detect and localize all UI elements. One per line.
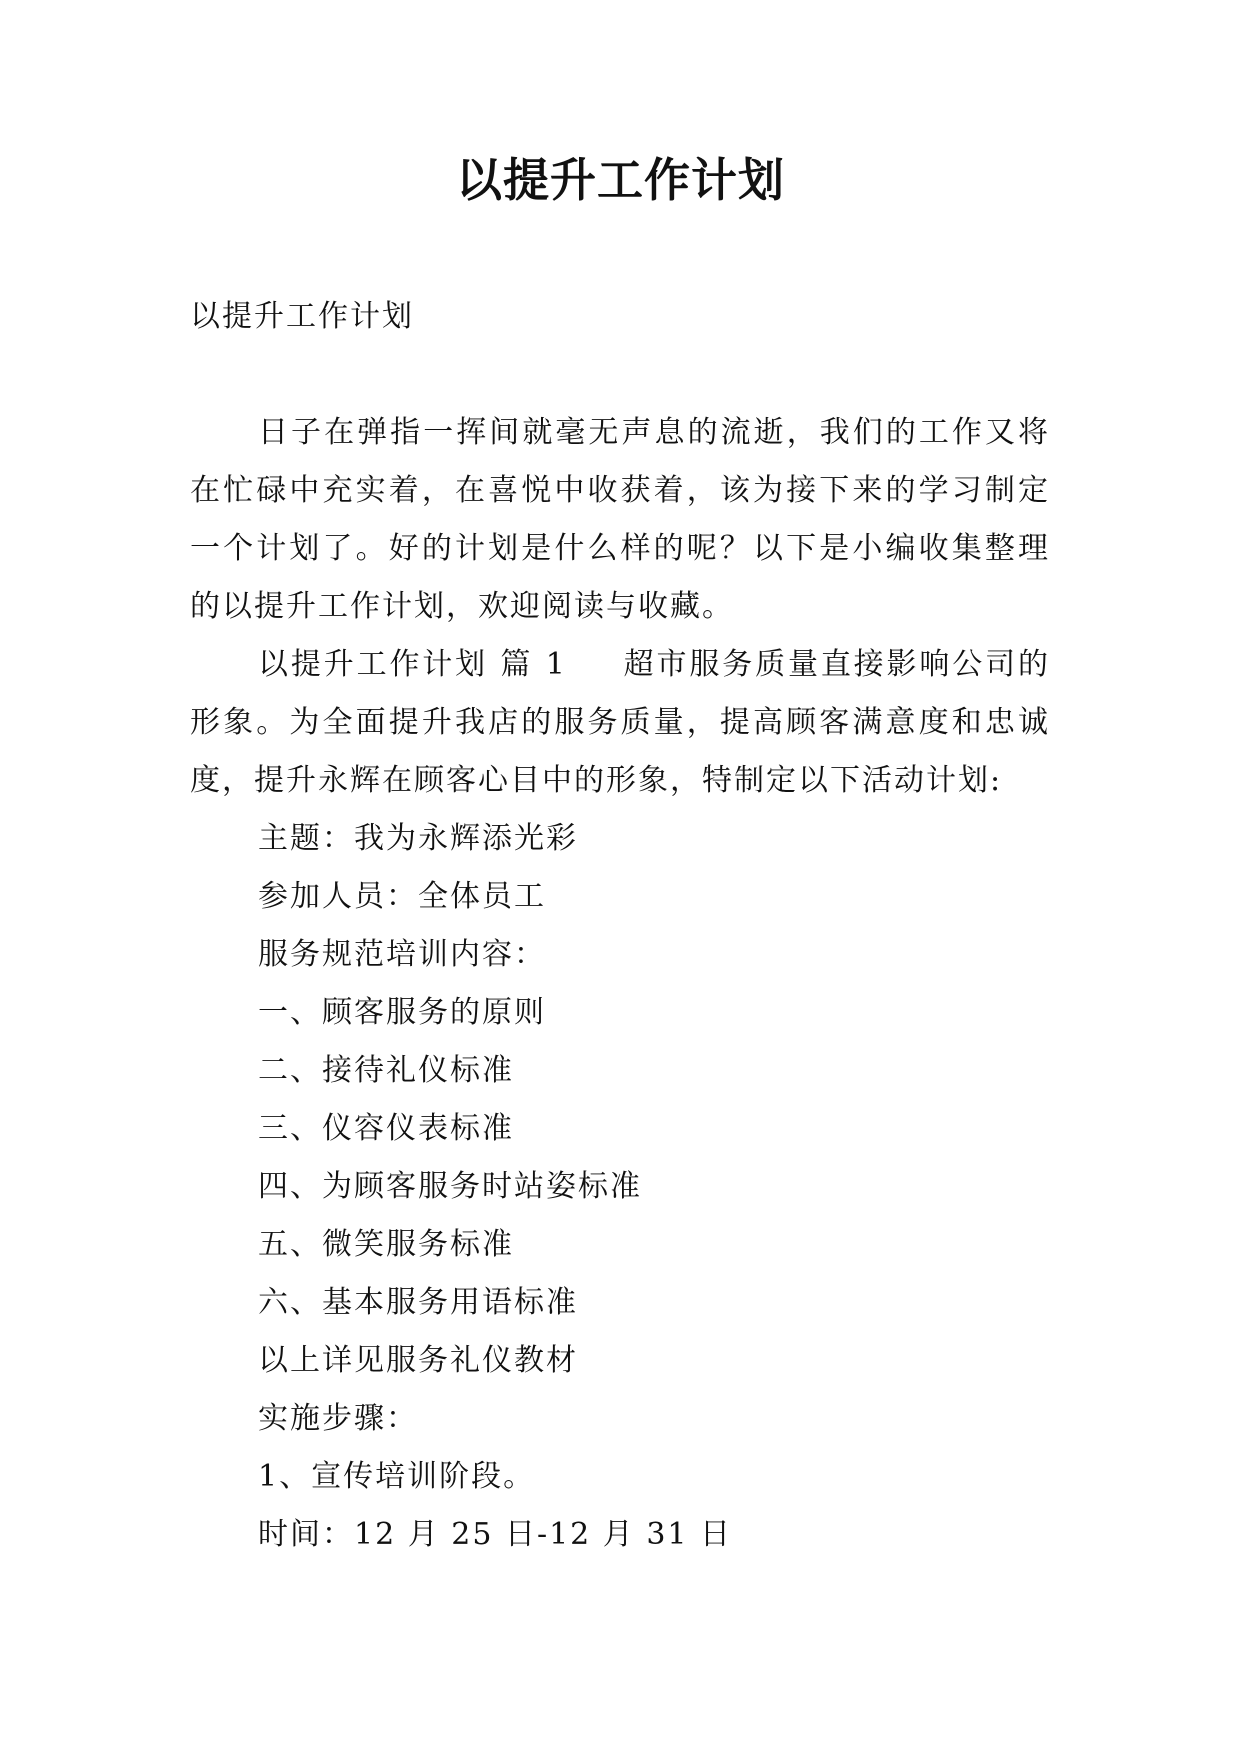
section-body: 超市服务质量直接影响公司的形象。为全面提升我店的服务质量，提高顾客满意度和忠诚度，提升永辉在顾客心目中的形象，特制定以下活动计划:: [190, 647, 1050, 798]
list-line-item-1: 一、顾客服务的原则: [258, 995, 546, 1030]
intro-paragraph: 日子在弹指一挥间就毫无声息的流逝，我们的工作又将在忙碌中充实着，在喜悦中收获着，该为接下来的学习制定一个计划了。好的计划是什么样的呢？以下是小编收集整理的以提升工作计划，欢迎阅读与收藏。: [190, 415, 1050, 624]
list-line-item-6: 六、基本服务用语标准: [258, 1285, 578, 1320]
list-line-steps: 实施步骤：: [258, 1401, 418, 1436]
list-line-participants: 参加人员：全体员工: [258, 879, 546, 914]
document-subtitle: 以提升工作计划: [190, 299, 414, 334]
list-line-item-5: 五、微笑服务标准: [258, 1227, 514, 1262]
list-line-step-1: 1、宣传培训阶段。: [258, 1459, 536, 1494]
section-heading: 以提升工作计划 篇 1: [258, 647, 567, 682]
list-line-item-4: 四、为顾客服务时站姿标准: [258, 1169, 642, 1204]
section-paragraph: [190, 636, 1050, 810]
list-line-time: 时间：12 月 25 日-12 月 31 日: [258, 1517, 733, 1552]
document-body: [190, 288, 1050, 1564]
list-line-training-content: 服务规范培训内容：: [258, 937, 546, 972]
list-line-item-2: 二、接待礼仪标准: [258, 1053, 514, 1088]
list-line-reference: 以上详见服务礼仪教材: [258, 1343, 578, 1378]
list-line-theme: 主题：我为永辉添光彩: [258, 821, 578, 856]
document-title: 以提升工作计划: [456, 153, 785, 207]
list-line-item-3: 三、仪容仪表标准: [258, 1111, 514, 1146]
